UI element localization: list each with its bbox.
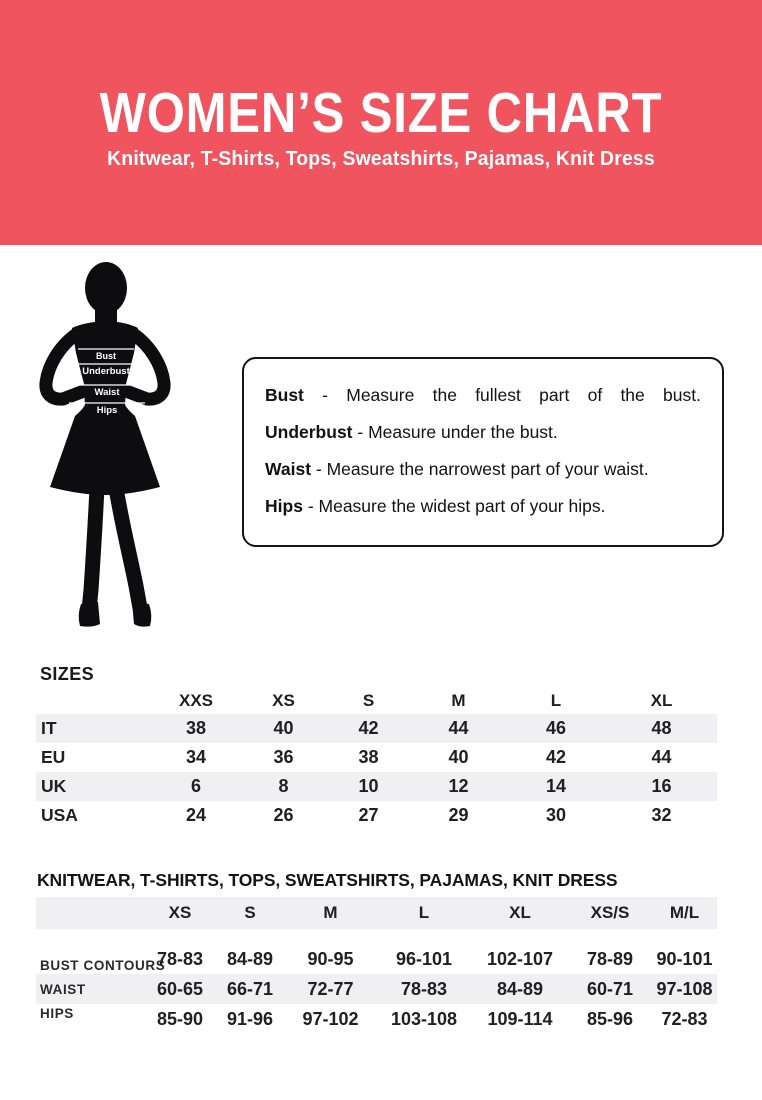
column-header: XS/S	[590, 903, 630, 922]
table-row-bust-contours	[36, 944, 717, 974]
measure-cell: 85-96	[586, 1008, 634, 1029]
size-cell: 10	[358, 776, 379, 796]
row-label: IT	[41, 718, 57, 738]
size-cell: 29	[448, 805, 469, 825]
measure-cell: 85-90	[156, 1008, 204, 1029]
corner-cell	[36, 688, 151, 714]
size-cell: 30	[545, 805, 567, 825]
size-cell: 32	[651, 805, 672, 825]
measure-definition: Measure the fullest part of the bust.	[346, 385, 701, 405]
header-banner	[0, 0, 762, 245]
dash-separator: -	[322, 385, 328, 405]
silhouette-neck	[95, 302, 117, 324]
woman-silhouette-icon	[22, 260, 227, 642]
page-title: WOMEN’S SIZE CHART	[99, 81, 663, 145]
measure-cell: 72-83	[661, 1008, 708, 1029]
figure-label-underbust: Underbust	[82, 366, 130, 377]
sizes-header-row	[36, 688, 717, 714]
measuring-guide-box	[242, 357, 724, 547]
silhouette-right-leg	[116, 488, 140, 608]
measure-cell: 103-108	[390, 1008, 458, 1029]
column-header: S	[362, 691, 375, 710]
size-cell: 38	[358, 747, 379, 767]
row-label: WAIST	[40, 981, 86, 997]
size-cell: 44	[651, 747, 672, 767]
row-label: HIPS	[40, 1005, 74, 1021]
column-header: XL	[509, 903, 531, 922]
spacer-row	[36, 929, 717, 944]
size-cell: 40	[448, 747, 469, 767]
measure-cell: 78-83	[400, 978, 448, 999]
size-cell: 36	[273, 747, 294, 767]
column-header: S	[244, 903, 256, 922]
measure-cell: 84-89	[496, 978, 544, 999]
sizes-heading: SIZES	[40, 664, 95, 684]
column-header: XL	[650, 691, 673, 710]
table-row-uk	[36, 772, 717, 801]
garment-measurements-table	[36, 897, 717, 1034]
measure-cell: 60-65	[156, 978, 204, 999]
measure-term: Bust	[265, 385, 304, 405]
measure-item-waist	[265, 458, 701, 480]
garment-header-row	[36, 897, 717, 929]
table-row-it	[36, 714, 717, 743]
measure-cell: 78-83	[156, 948, 204, 969]
size-cell: 14	[545, 776, 567, 796]
table-row-usa	[36, 801, 717, 830]
size-cell: 16	[651, 776, 672, 796]
silhouette-skirt	[50, 405, 160, 495]
column-header: XS	[168, 903, 192, 922]
size-cell: 24	[185, 805, 207, 825]
size-cell: 34	[185, 747, 207, 767]
dash-separator: -	[357, 422, 364, 442]
size-cell: 42	[545, 747, 567, 767]
corner-cell	[36, 897, 145, 929]
measure-item-bust	[265, 384, 701, 406]
dash-separator: -	[307, 496, 314, 516]
figure-label-waist: Waist	[94, 387, 120, 398]
measure-definition: Measure the narrowest part of your waist.	[326, 459, 649, 479]
size-cell: 38	[185, 718, 207, 738]
measure-cell: 97-108	[656, 978, 713, 999]
size-cell: 40	[273, 718, 294, 738]
row-label: EU	[41, 747, 66, 767]
measure-cell: 96-101	[395, 948, 453, 969]
size-cell: 48	[651, 718, 672, 738]
silhouette-right-shoe	[132, 602, 151, 627]
table-row-hips	[36, 1004, 717, 1034]
measure-item-hips	[265, 495, 701, 517]
measure-cell: 90-101	[656, 948, 713, 969]
size-cell: 46	[545, 718, 567, 738]
measure-cell: 90-95	[307, 948, 354, 969]
figure-label-hips: Hips	[96, 405, 118, 416]
column-header: L	[418, 903, 430, 922]
measure-cell: 109-114	[487, 1008, 553, 1029]
measure-cell: 84-89	[226, 948, 274, 969]
silhouette-left-shoe	[79, 602, 100, 627]
size-cell: 6	[190, 776, 201, 796]
dash-separator: -	[315, 459, 322, 479]
measure-term: Waist	[265, 459, 312, 479]
size-cell: 42	[358, 718, 379, 738]
column-header: M	[323, 903, 338, 922]
measure-cell: 66-71	[226, 978, 274, 999]
column-header: M/L	[669, 903, 700, 922]
figure-label-bust: Bust	[96, 351, 116, 361]
measure-definition: Measure the widest part of your hips.	[318, 496, 606, 516]
column-header: XS	[272, 691, 295, 710]
measure-cell: 102-107	[486, 948, 554, 969]
column-header: XXS	[178, 691, 214, 710]
row-label: UK	[41, 776, 67, 796]
row-label: BUST CONTOURS	[40, 957, 166, 973]
column-header: M	[451, 691, 466, 710]
garment-table-heading: KNITWEAR, T-SHIRTS, TOPS, SWEATSHIRTS, PAJAMAS, KNIT DRESS	[37, 870, 618, 890]
silhouette-left-leg	[89, 488, 97, 610]
measure-cell: 91-96	[226, 1008, 274, 1029]
page-subtitle: Knitwear, T-Shirts, Tops, Sweatshirts, Pajamas, Knit Dress	[107, 148, 655, 170]
table-row-eu	[36, 743, 717, 772]
size-cell: 12	[448, 776, 469, 796]
column-header: L	[550, 691, 562, 710]
measure-item-underbust	[265, 421, 701, 443]
measure-term: Hips	[265, 496, 303, 516]
size-cell: 26	[273, 805, 294, 825]
measure-cell: 60-71	[586, 978, 634, 999]
measure-cell: 78-89	[586, 948, 634, 969]
size-cell: 8	[278, 776, 289, 796]
size-cell: 27	[358, 805, 379, 825]
measure-term: Underbust	[265, 422, 353, 442]
row-label: USA	[41, 805, 78, 825]
size-cell: 44	[448, 718, 469, 738]
measure-cell: 72-77	[307, 978, 354, 999]
measure-cell: 97-102	[302, 1008, 359, 1029]
sizes-table	[36, 688, 717, 830]
measure-definition: Measure under the bust.	[368, 422, 558, 442]
